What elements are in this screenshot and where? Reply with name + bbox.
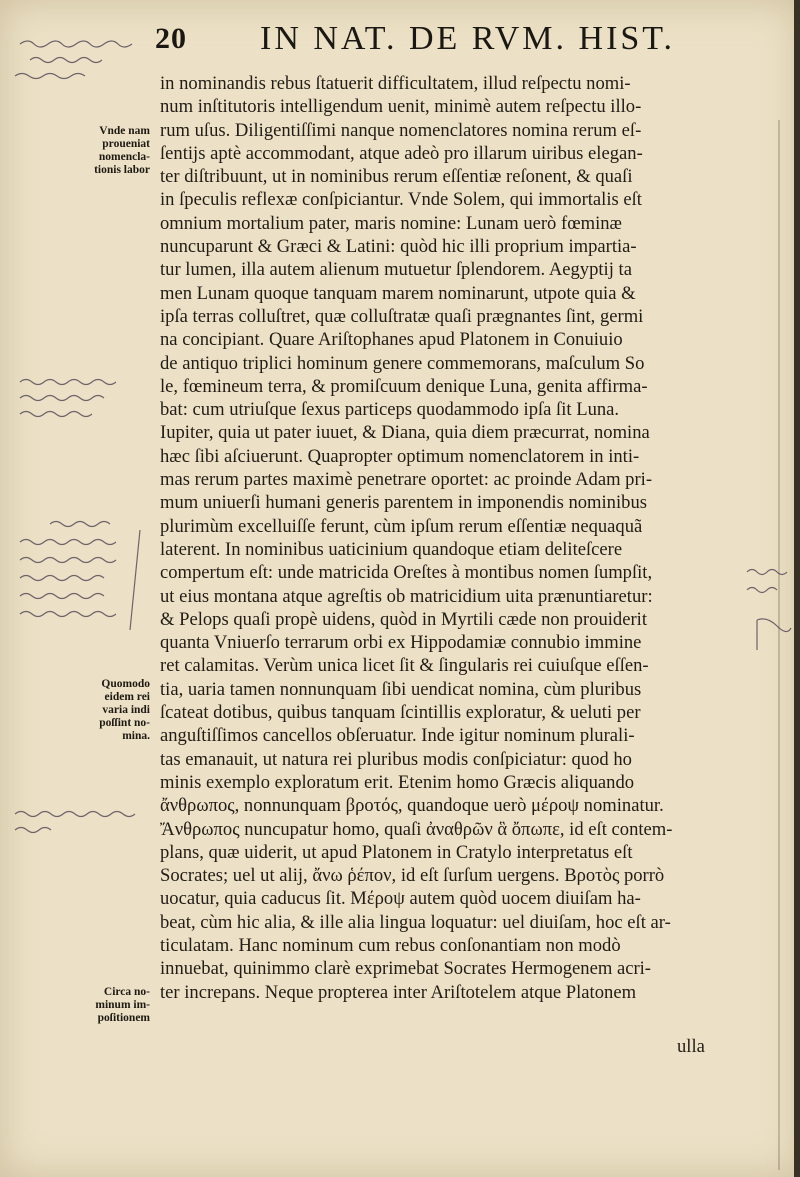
handwritten-annotation-bottom: [5, 800, 155, 840]
marginal-note-line: Circa no-: [103, 986, 150, 998]
text-line: ἄνθρωπος, nonnunquam βροτός, quandoque uerò μέροψ nominatur.: [160, 795, 664, 817]
text-line: omnium mortalium pater, maris nomine: Lunam uerò fœminæ: [160, 212, 622, 234]
text-line: mum uniuerſi humani generis parentem in imponendis nominibus: [160, 492, 647, 514]
marginal-note-line: poſſint no-: [99, 717, 150, 729]
text-line: minis exemplo exploratum erit. Etenim homo Græcis aliquando: [160, 771, 635, 793]
marginal-note-line: poſitionem: [97, 1012, 150, 1024]
text-line: in nominandis rebus ſtatuerit difficultatem, illud reſpectu nomi-: [160, 73, 631, 94]
text-line: ter increpans. Neque propterea inter Ariſtotelem atque Platonem: [160, 981, 637, 1003]
text-line: num inſtitutoris intelligendum uenit, minimè autem reſpectu illo-: [160, 96, 642, 118]
marginal-note-line: nomencla-: [98, 151, 150, 163]
text-line: beat, cùm hic alia, & ille alia lingua loquatur: uel diuiſam, hoc eſt ar-: [160, 911, 671, 933]
marginal-note-varia-nomina: [72, 678, 150, 743]
marginal-note-line: minum im-: [95, 999, 150, 1011]
text-line: compertum eſt: unde matricida Oreſtes à montibus nomen ſumpſit,: [160, 562, 653, 584]
text-line: tas emanauit, ut natura rei pluribus modis conſpiciatur: quod ho: [160, 748, 632, 770]
text-line: ter diſtribuunt, ut in nominibus rerum eſſentiæ reſonent, & quaſi: [160, 166, 633, 188]
text-line: na concipiant. Quare Ariſtophanes apud Platonem in Conuiuio: [160, 329, 623, 351]
text-line: innuebat, quinimmo clarè exprimebat Socrates Hermogenem acri-: [160, 958, 652, 980]
text-line: tia, uaria tamen nonnunquam ſibi uendicat nomina, cùm pluribus: [160, 678, 642, 700]
text-line: Iupiter, quia ut pater iuuet, & Diana, quia diem præcurrat, nomina: [160, 422, 650, 444]
marginal-note-line: proueniat: [102, 138, 150, 150]
marginal-note-nomenclature: [72, 125, 150, 177]
text-line: ſentijs aptè accommodant, atque adeò pro illarum uiribus elegan-: [160, 142, 643, 164]
text-line: ticulatam. Hanc nominum cum rebus conſonantiam non modò: [160, 934, 621, 956]
text-line: in ſpeculis reflexæ conſpiciantur. Vnde Solem, qui immortalis eſt: [160, 189, 642, 211]
marginal-note-line: Vnde nam: [99, 125, 150, 137]
page-number: 20: [155, 22, 187, 55]
marginal-note-line: mina.: [122, 730, 150, 742]
handwritten-annotation-middle: [5, 370, 155, 430]
text-line: le, fœmineum terra, & promiſcuum denique Luna, genita affirma-: [160, 375, 648, 397]
marginal-note-line: tionis labor: [94, 164, 150, 176]
text-line: bat: cum utriuſque ſexus particeps quodammodo ipſa ſit Luna.: [160, 399, 620, 421]
text-line: plans, quæ uiderit, ut apud Platonem in Cratylo interpretatus eſt: [160, 841, 633, 863]
text-line: laterent. In nominibus uaticinium quandoque etiam deliteſcere: [160, 538, 623, 560]
marginal-note-line: eidem rei: [104, 691, 150, 703]
text-line: ſcateat dotibus, quibus tanquam ſcintillis exploratur, & ueluti per: [160, 702, 641, 724]
text-line: anguſtiſſimos cancellos obſeruatur. Inde igitur nominum plurali-: [160, 725, 635, 747]
text-line: & Pelops quaſi propè uidens, quòd in Myrtili cæde non prouiderit: [160, 608, 647, 630]
text-line: hæc ſibi aſciuerunt. Quapropter optimum nomenclatorem in inti-: [160, 445, 640, 467]
handwritten-annotation-lower: [5, 510, 155, 640]
text-line: quanta Vniuerſo terrarum orbi ex Hippodamiæ connubio immine: [160, 632, 642, 654]
text-line: mas rerum partes maximè penetrare oportet: ac proinde Adam pri-: [160, 469, 653, 491]
body-text: [160, 72, 742, 1004]
handwritten-annotation-top: [0, 30, 160, 90]
text-line: ipſa terras colluſtret, quæ colluſtratæ quaſi prægnantes ſint, germi: [160, 305, 644, 327]
running-head: IN NAT. DE RVM. HIST.: [260, 20, 676, 57]
text-line: ut eius montana atque agreſtis ob matricidium uita prænuntiaretur:: [160, 585, 653, 607]
text-line: uocatur, quia caducus ſit. Μέροψ autem quòd uocem diuiſam ha-: [160, 888, 641, 910]
marginal-note-impositio: [72, 986, 150, 1025]
marginal-note-line: Quomodo: [101, 678, 150, 690]
text-line: Socrates; uel ut alij, ἄνω ῥέπον, id eſt ſurſum uergens. Βροτὸς porrò: [160, 865, 665, 887]
text-line: nuncuparunt & Græci & Latini: quòd hic illi proprium impartia-: [160, 236, 637, 258]
text-line: plurimùm excelluiſſe ferunt, cùm ipſum rerum eſſentiæ nequaquã: [160, 515, 643, 537]
page-edge: [794, 0, 800, 1177]
handwritten-annotation-right: [742, 560, 792, 660]
catchword: ulla: [677, 1036, 705, 1057]
text-line: ret calamitas. Verùm unica licet ſit & ſingularis rei cuiuſque eſſen-: [160, 655, 649, 677]
text-line: de antiquo triplici hominum genere commemorans, maſculum So: [160, 352, 645, 374]
text-line: rum uſus. Diligentiſſimi nanque nomenclatores nomina rerum eſ-: [160, 119, 642, 141]
text-line: Ἄνθρωπος nuncupatur homo, quaſi ἀναθρῶν ἃ ὄπωπε, id eſt contem-: [160, 818, 673, 840]
marginal-note-line: varia indi: [102, 704, 150, 716]
text-line: men Lunam quoque tanquam marem nominarunt, utpote quia &: [160, 282, 636, 304]
text-line: tur lumen, illa autem alienum mutuetur ſplendorem. Aegyptij ta: [160, 259, 632, 281]
